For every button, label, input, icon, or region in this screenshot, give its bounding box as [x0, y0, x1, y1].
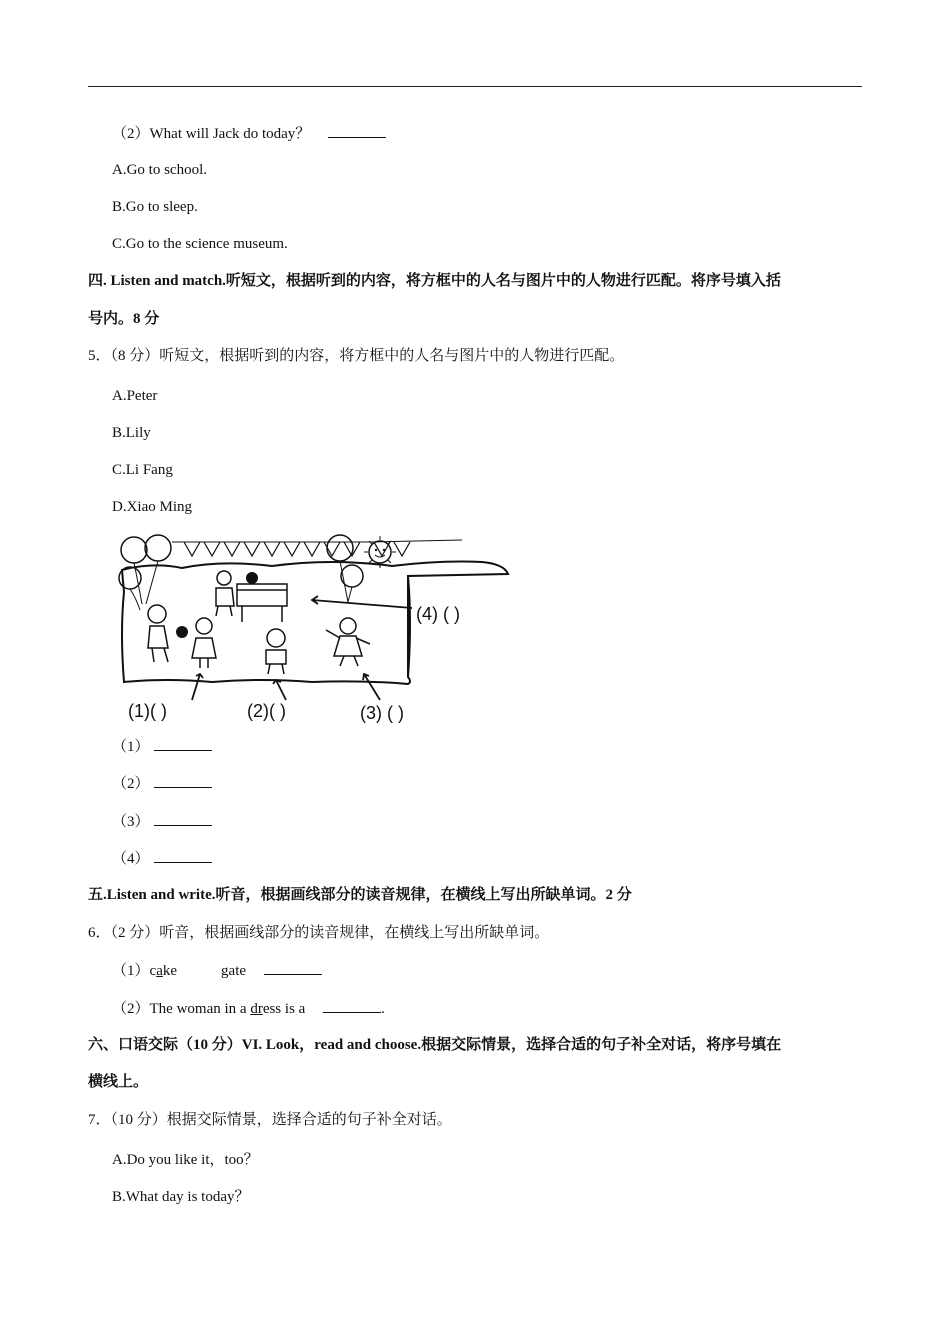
answer-line-1: （1） [112, 736, 212, 757]
option-lily: B.Lily [112, 425, 151, 441]
option-li-fang: C.Li Fang [112, 462, 173, 478]
option-c: C.Go to the science museum. [112, 236, 288, 252]
answer-blank[interactable] [264, 960, 322, 975]
header-rule [88, 86, 862, 87]
option-a: A.Do you like it，too？ [112, 1152, 259, 1168]
section-6-title-line2: 横线上。 [88, 1074, 149, 1090]
option-b: B.Go to sleep. [112, 199, 198, 215]
picture-label-4: (4) ( ) [416, 604, 460, 624]
party-scene-picture [112, 532, 517, 724]
picture-label-1: (1)( ) [128, 701, 167, 721]
answer-blank[interactable] [323, 998, 381, 1013]
answer-blank[interactable] [328, 123, 386, 138]
section-6-title-line1: 六、口语交际（10 分）VI. Look，read and choose.根据交际情景，选择合适的句子补全对话，将序号填在 [88, 1037, 782, 1053]
option-xiao-ming: D.Xiao Ming [112, 499, 192, 515]
section-5-title: 五.Listen and write.听音，根据画线部分的读音规律，在横线上写出所缺单词。2 分 [88, 887, 632, 903]
answer-line-4: （4） [112, 848, 212, 869]
answer-line-3: （3） [112, 811, 212, 832]
question-4-2: （2）What will Jack do today？ [112, 123, 386, 144]
answer-line-2: （2） [112, 773, 212, 794]
option-b: B.What day is today？ [112, 1189, 250, 1205]
answer-blank[interactable] [154, 736, 212, 751]
question-6-item-2: （2）The woman in a dress is a . [112, 998, 385, 1019]
answer-blank[interactable] [154, 811, 212, 826]
question-5-stem: 5．（8 分）听短文，根据听到的内容，将方框中的人名与图片中的人物进行匹配。 [88, 348, 625, 364]
picture-label-2: (2)( ) [247, 701, 286, 721]
question-6-stem: 6．（2 分）听音，根据画线部分的读音规律，在横线上写出所缺单词。 [88, 925, 550, 941]
picture-label-3: (3) ( ) [360, 703, 404, 723]
option-a: A.Go to school. [112, 162, 207, 178]
question-7-stem: 7．（10 分）根据交际情景，选择合适的句子补全对话。 [88, 1112, 452, 1128]
answer-blank[interactable] [154, 848, 212, 863]
question-6-item-1: （1）cake gate [112, 960, 322, 981]
section-4-title-line1: 四. Listen and match.听短文，根据听到的内容，将方框中的人名与图片中的人物进行匹配。将序号填入括 [88, 273, 781, 289]
answer-blank[interactable] [154, 773, 212, 788]
option-peter: A.Peter [112, 388, 158, 404]
section-4-title-line2: 号内。8 分 [88, 311, 160, 327]
